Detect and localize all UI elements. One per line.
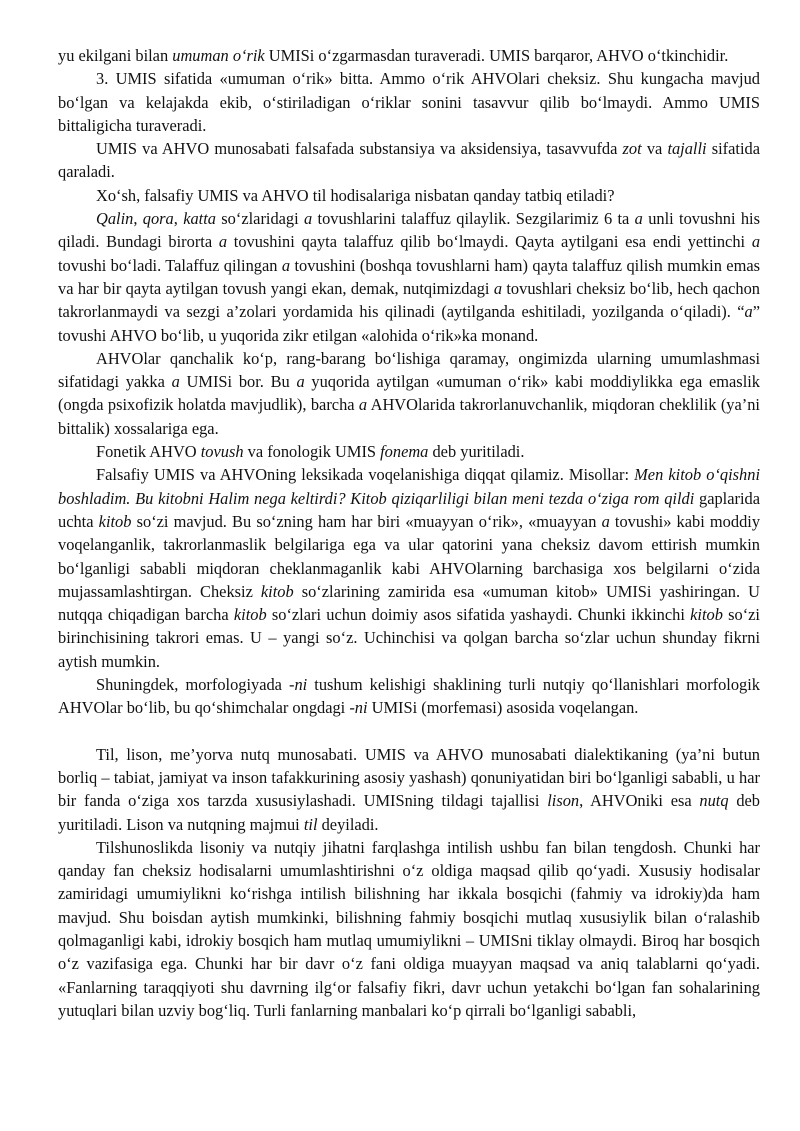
paragraph xyxy=(58,44,760,67)
text-run: Til, lison, me’yorva nutq munosabati. UMIS va AHVO munosabati dialektikaning (ya’ni butun borliq – tabiat, jamiyat va inson tafakkurining asosiy yashash) qonuniyatidan biri boʻlganligi sababli, u har bir fanda oʻziga xos tarzda xususiylashadi. UMISning tildagi tajallisi xyxy=(58,744,760,811)
text-run: soʻzi mavjud. Bu soʻzning ham har biri «muayyan oʻrik», «muayyan xyxy=(131,511,602,531)
text-run: sifatida qaraladi. xyxy=(58,139,760,182)
text-run: deb yuritiladi. Lison va nutqning majmui xyxy=(58,791,760,834)
paragraph xyxy=(58,463,760,673)
italic-run: a xyxy=(634,209,643,229)
text-run: Falsafiy UMIS va AHVOning leksikada voqelanishiga diqqat qilamiz. Misollar: xyxy=(96,465,635,485)
text-run: ” tovushi AHVO boʻlib, u yuqorida zikr etilgan «alohida oʻrik»ka monand. xyxy=(58,302,760,345)
paragraph xyxy=(58,673,760,720)
text-run: yuqorida aytilgan «umuman oʻrik» kabi moddiylikka ega emaslik (ongda psixofizik holatda mavjudlik), barcha xyxy=(58,372,760,415)
paragraph-spacer xyxy=(58,720,760,743)
text-run: deb yuritiladi. xyxy=(428,442,525,462)
italic-run: a xyxy=(296,372,305,392)
italic-run: a xyxy=(304,209,313,229)
italic-run: a xyxy=(171,372,180,392)
text-run: AHVOlar qanchalik koʻp, rang-barang boʻlishiga qaramay, ongimizda ularning umumlashmasi sifatidagi yakka xyxy=(58,348,760,392)
text-run: gaplarida uchta xyxy=(58,488,760,531)
text-run: tovushi boʻladi. Talaffuz qilingan xyxy=(58,255,282,275)
italic-run: tovush xyxy=(200,442,244,462)
italic-run: kitob xyxy=(233,605,267,625)
text-run: tovushini (boshqa tovushlarni ham) qayta talaffuz qilish mumkin emas va har bir qayta aytilgan tovush yangi ekan, demak, nutqimizdagi xyxy=(58,255,760,298)
text-run: UMISi (morfemasi) asosida voqelangan. xyxy=(367,698,639,718)
text-run: , AHVOniki esa xyxy=(579,791,700,811)
text-run: soʻzlari uchun doimiy asos sifatida yashaydi. Chunki ikkinchi xyxy=(266,605,691,625)
italic-run: a xyxy=(601,511,610,531)
text-run: unli tovushni his qiladi. Bundagi birorta xyxy=(58,209,760,252)
text-run: tovushlarini talaffuz qilaylik. Sezgilarimiz 6 ta xyxy=(312,209,635,229)
italic-run: Qalin xyxy=(96,209,134,229)
italic-run: katta xyxy=(183,209,216,229)
italic-run: qora xyxy=(142,209,174,229)
text-run: Shuningdek, morfologiyada xyxy=(96,675,290,695)
paragraph xyxy=(58,137,760,184)
text-run: va xyxy=(641,139,668,159)
italic-run: nutq xyxy=(699,791,729,811)
italic-run: kitob xyxy=(260,581,294,601)
italic-run: kitob xyxy=(690,605,723,625)
text-run: , xyxy=(133,209,143,229)
paragraph xyxy=(58,67,760,137)
text-run: UMISi oʻzgarmasdan turaveradi. UMIS barqaror, AHVO oʻtkinchidir. xyxy=(264,46,729,65)
italic-run: -ni xyxy=(349,698,368,718)
text-run: tovushi» kabi moddiy voqelanganlik, takrorlanmaslik belgilariga ega va ular qatorini yana cheksiz davom ettirish mumkin boʻlganligi sababli miqdoran cheklanmaganlik kabi AHVOlarning barchasiga xos belgilarni oʻzida mujassamlashtirgan. Cheksiz xyxy=(58,511,761,601)
text-run: Tilshunoslikda lisoniy va nutqiy jihatni farqlashga intilish ushbu fan bilan tengdosh. Chunki har qanday fan cheksiz hodisalarni umumlashtirishni oʻz oldiga maqsad qilib qoʻyadi. Xususiy hodisalar zamiridagi umumiylikni koʻrishga intilish bilishning har ikkala bosqichi (fahmiy va idrokiy)da ham mavjud. Shu boisdan aytish mumkinki, bilishning fahmiy bosqichi mutlaq xususiylik bilan oʻralashib qolmaganligi kabi, idrokiy bosqich ham mutlaq umumiylikni – UMISni tiklay olmaydi. Biroq har bosqich oʻz vazifasiga ega. Chunki har bir davr oʻz fani oldiga muayyan maqsad va aniq talablarni qoʻyadi. «Fanlarning taraqqiyoti shu davrning ilgʻor falsafiy fikri, davr uchun yetakchi boʻlgan fan sohalarining yutuqlari bilan uzviy bogʻliq. Turli fanlarning manbalari koʻp qirrali boʻlganligi sababli, xyxy=(58,837,760,1020)
paragraph xyxy=(58,207,760,347)
italic-run: tajalli xyxy=(667,139,707,159)
italic-run: zot xyxy=(622,139,642,159)
text-run: soʻzi birinchisining takrori emas. U – yangi soʻz. Uchinchisi va qolgan barcha soʻzlar uchun shunday fikrni aytish mumkin. xyxy=(58,605,760,671)
italic-run: a xyxy=(493,278,503,298)
italic-run: a xyxy=(281,255,291,275)
text-run: yu ekilgani bilan xyxy=(58,46,173,65)
paragraph xyxy=(58,743,760,836)
italic-run: til xyxy=(303,814,318,834)
paragraph xyxy=(58,440,760,463)
italic-run: a xyxy=(751,232,761,252)
text-run: tushum kelishigi shaklining turli nutqiy qoʻllanishlari morfologik AHVOlar boʻlib, bu qoʻshimchalar ongdagi xyxy=(58,675,761,718)
text-run: tovushini qayta talaffuz qilib boʻlmaydi. Qayta aytilgani esa endi yettinchi xyxy=(227,232,752,252)
text-run: soʻzlarining zamirida esa «umuman kitob» UMISi yashiringan. U nutqqa chiqadigan barcha xyxy=(58,581,760,625)
italic-run: a xyxy=(744,302,753,322)
italic-run: Men kitob oʻqishni boshladim. Bu kitobni Halim nega keltirdi? Kitob qiziqarliligi bilan meni tezda oʻziga rom qildi xyxy=(58,465,760,508)
text-run: tovushlari cheksiz boʻlib, hech qachon takrorlanmaydi va sezgi a’zolari yordamida his qilinadi (aytilganda eshitiladi, yozilganda oʻqiladi). “ xyxy=(58,278,760,322)
italic-run: umuman oʻrik xyxy=(172,46,265,65)
italic-run: lison xyxy=(547,791,580,811)
text-run: deyiladi. xyxy=(317,814,379,834)
text-run: , xyxy=(173,209,184,229)
text-run: 3. UMIS sifatida «umuman oʻrik» bitta. Ammo oʻrik AHVOlari cheksiz. Shu kungacha mavjud boʻlgan va kelajakda ekib, oʻstiriladigan oʻriklar sonini tasavvur qilib boʻlmaydi. Ammo UMIS bittaligicha turaveradi. xyxy=(58,69,760,135)
italic-run: fonema xyxy=(380,442,429,462)
text-run: Xoʻsh, falsafiy UMIS va AHVO til hodisalariga nisbatan qanday tatbiq etiladi? xyxy=(96,185,615,205)
text-run: AHVOlarida takrorlanuvchanlik, miqdoran cheklilik (ya’ni bittalik) xossalariga ega. xyxy=(58,395,760,438)
italic-run: a xyxy=(358,395,368,415)
italic-run: a xyxy=(218,232,228,252)
paragraph xyxy=(58,184,760,207)
paragraph xyxy=(58,836,760,1022)
text-run: UMIS va AHVO munosabati falsafada substansiya va aksidensiya, tasavvufda xyxy=(96,139,623,159)
text-run: va fonologik UMIS xyxy=(243,442,381,462)
text-run: soʻzlaridagi xyxy=(215,209,305,229)
text-run: UMISi bor. Bu xyxy=(179,372,297,392)
italic-run: -ni xyxy=(289,675,308,695)
text-run: Fonetik AHVO xyxy=(96,442,201,462)
italic-run: kitob xyxy=(98,511,132,531)
paragraph xyxy=(58,347,760,440)
